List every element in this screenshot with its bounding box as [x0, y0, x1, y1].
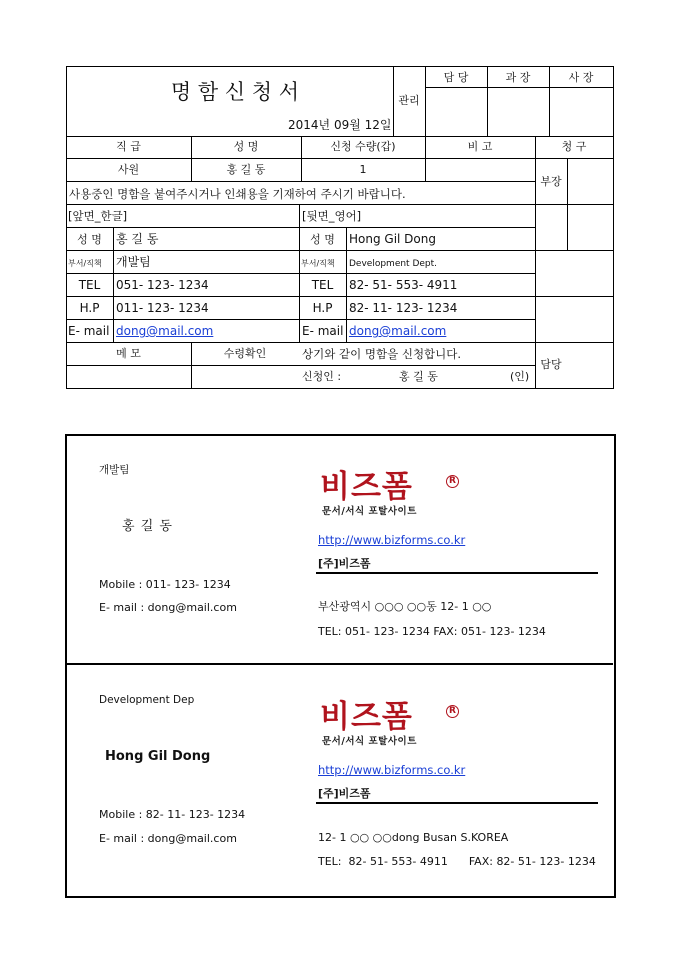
front-hp[interactable]: 011- 123- 1234: [116, 301, 209, 315]
row-rank[interactable]: 사원: [117, 163, 140, 176]
front-hp-label: H.P: [79, 301, 100, 315]
front-tel[interactable]: 051- 123- 1234: [116, 278, 209, 292]
applicant-label: 신청인 :: [302, 370, 342, 383]
card-address: 12- 1 ○○ ○○dong Busan S.KOREA: [318, 831, 509, 844]
notice-text: 사용중인 명함을 붙여주시거나 인쇄용을 기재하여 주시기 바랍니다.: [69, 187, 406, 201]
website-link[interactable]: http://www.bizforms.co.kr: [318, 763, 466, 777]
card-dept: Development Dep: [99, 694, 195, 706]
row-line: [66, 365, 535, 366]
company-name: [주]비즈폼: [318, 557, 371, 570]
front-dept[interactable]: 개발팀: [116, 255, 151, 269]
front-dept-label: 부서/직책: [68, 259, 102, 268]
back-dept-label: 부서/직책: [301, 259, 335, 268]
back-hp-label: H.P: [312, 301, 333, 315]
row-line: [66, 204, 535, 205]
card-contact: TEL: 051- 123- 1234 FAX: 051- 123- 1234: [318, 625, 546, 638]
approval-divider: [425, 87, 613, 88]
front-name-label: 성 명: [77, 233, 102, 246]
dept-head-label: 부장: [540, 175, 562, 188]
back-hp[interactable]: 82- 11- 123- 1234: [349, 301, 458, 315]
back-dept[interactable]: Development Dept.: [349, 259, 438, 269]
card-address: 부산광역시 ○○○ ○○동 12- 1 ○○: [318, 600, 492, 613]
header-qty: 신청 수량(갑): [330, 140, 396, 153]
card-mobile: Mobile : 011- 123- 1234: [99, 578, 231, 591]
row-line: [66, 342, 613, 343]
logo-tagline: 문서/서식 포탈사이트: [322, 506, 417, 517]
approval-col: 과 장: [505, 71, 531, 84]
card-contact: TEL: 82- 51- 553- 4911 FAX: 82- 51- 123- 1234: [318, 855, 596, 868]
row-line: [66, 181, 535, 182]
manager-label: 담당: [540, 358, 562, 371]
header-rank: 직 급: [116, 140, 141, 153]
col-line: [299, 204, 300, 342]
col-line: [113, 227, 114, 342]
row-line: [66, 250, 613, 251]
card-mobile: Mobile : 82- 11- 123- 1234: [99, 808, 246, 821]
seal-label: (인): [510, 370, 530, 383]
form-border-bottom: [66, 388, 613, 389]
back-tel-label: TEL: [311, 278, 334, 292]
row-line: [66, 158, 613, 159]
row-line: [66, 136, 613, 137]
memo-label: 메 모: [116, 347, 141, 360]
back-name[interactable]: Hong Gil Dong: [349, 232, 436, 246]
front-tel-label: TEL: [78, 278, 101, 292]
back-heading: [뒷면_영어]: [302, 209, 362, 223]
back-email-label: E- mail: [302, 324, 344, 338]
card-separator: [66, 663, 613, 665]
row-line: [66, 227, 535, 228]
row-line: [66, 273, 535, 274]
header-note: 비 고: [467, 140, 493, 153]
back-email[interactable]: dong@mail.com: [349, 324, 447, 338]
header-request: 청 구: [561, 140, 587, 153]
company-rule: [316, 802, 598, 804]
form-date: 2014년 09월 12일: [288, 118, 392, 132]
card-name: Hong Gil Dong: [105, 749, 211, 764]
front-heading: [앞면_한글]: [68, 209, 128, 223]
front-email-label: E- mail: [68, 324, 110, 338]
card-name: 홍 길 동: [122, 519, 173, 534]
col-line: [346, 227, 347, 342]
card-email: E- mail : dong@mail.com: [99, 601, 237, 614]
logo-tagline: 문서/서식 포탈사이트: [322, 736, 417, 747]
row-qty[interactable]: 1: [359, 163, 367, 176]
company-name: [주]비즈폼: [318, 787, 371, 800]
row-name[interactable]: 홍 길 동: [226, 163, 266, 176]
card-dept: 개발팀: [99, 464, 130, 476]
registered-icon: R: [446, 705, 459, 718]
row-line: [66, 296, 613, 297]
col-line: [535, 136, 536, 389]
form-border-right: [613, 66, 614, 389]
form-border-top: [66, 66, 613, 67]
website-link[interactable]: http://www.bizforms.co.kr: [318, 533, 466, 547]
logo-wordmark: 비즈폼: [320, 699, 413, 735]
applicant-name[interactable]: 홍 길 동: [399, 370, 438, 383]
receipt-label: 수령확인: [223, 347, 267, 360]
header-name: 성 명: [233, 140, 259, 153]
front-email[interactable]: dong@mail.com: [116, 324, 214, 338]
registered-icon: R: [446, 475, 459, 488]
front-name[interactable]: 홍 길 동: [116, 232, 159, 246]
row-line: [66, 319, 535, 320]
approval-label: 관리: [398, 94, 420, 107]
approval-col: 담 당: [443, 71, 469, 84]
back-name-label: 성 명: [310, 233, 335, 246]
approval-col: 사 장: [568, 71, 594, 84]
logo-wordmark: 비즈폼: [320, 469, 413, 505]
form-title: 명 함 신 청 서: [170, 80, 300, 104]
row-line: [535, 204, 613, 205]
statement-text: 상기와 같이 명함을 신청합니다.: [302, 347, 462, 361]
card-email: E- mail : dong@mail.com: [99, 832, 237, 845]
back-tel[interactable]: 82- 51- 553- 4911: [349, 278, 458, 292]
company-rule: [316, 572, 598, 574]
